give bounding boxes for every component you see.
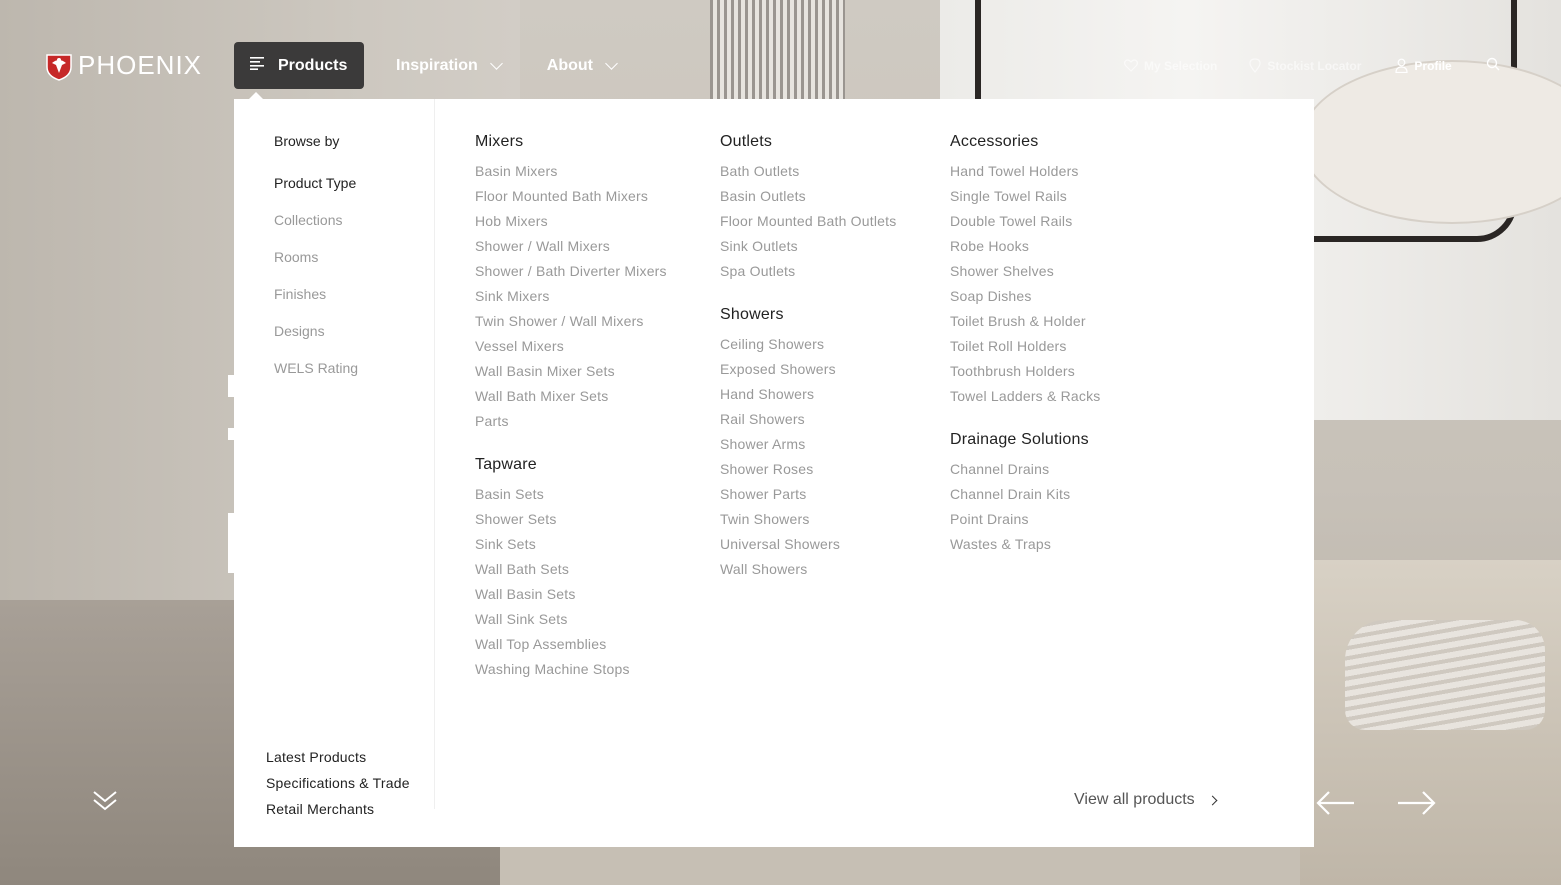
view-all-products-link[interactable] [1074,791,1216,809]
column-accessories-drainage [950,133,1101,561]
menu-link[interactable]: Toothbrush Holders [950,363,1075,379]
menu-link[interactable]: Sink Mixers [475,288,550,304]
products-mega-menu [234,99,1314,847]
category-outlets[interactable]: Outlets [720,133,773,150]
search-icon[interactable] [1486,57,1500,74]
heart-icon [1124,59,1138,72]
my-selection-link[interactable] [1124,59,1217,73]
menu-link[interactable]: Wall Basin Sets [475,586,576,602]
category-drainage-solutions[interactable]: Drainage Solutions [950,431,1089,448]
chevron-down-icon [605,57,618,70]
menu-link[interactable]: Sink Outlets [720,238,798,254]
menu-link[interactable]: Towel Ladders & Racks [950,388,1101,404]
menu-link[interactable]: Wall Bath Sets [475,561,570,577]
nav-products-label: Products [278,56,348,74]
browse-options [274,175,358,397]
menu-link[interactable]: Shower Roses [720,461,814,477]
view-all-products-label: View all products [1074,791,1195,808]
nav-inspiration[interactable] [396,57,501,75]
menu-link[interactable]: Bath Outlets [720,163,800,179]
menu-link[interactable]: Hob Mixers [475,213,548,229]
browse-rooms[interactable]: Rooms [274,249,319,265]
menu-link[interactable]: Wall Top Assemblies [475,636,607,652]
arrow-left-icon[interactable] [1316,790,1356,821]
menu-link[interactable]: Channel Drains [950,461,1050,477]
nav-about[interactable] [547,57,616,75]
category-showers[interactable]: Showers [720,306,784,323]
menu-link[interactable]: Ceiling Showers [720,336,825,352]
menu-link[interactable]: Single Towel Rails [950,188,1067,204]
menu-link[interactable]: Robe Hooks [950,238,1030,254]
phoenix-crest-icon [44,51,72,79]
menu-link[interactable]: Washing Machine Stops [475,661,630,677]
menu-link[interactable]: Hand Showers [720,386,815,402]
menu-link[interactable]: Channel Drain Kits [950,486,1071,502]
menu-link[interactable]: Basin Outlets [720,188,806,204]
menu-link[interactable]: Toilet Roll Holders [950,338,1067,354]
my-selection-label: My Selection [1144,58,1218,73]
brand-name: PHOENIX [78,49,203,80]
profile-label: Profile [1414,58,1452,73]
menu-link[interactable]: Shower Arms [720,436,806,452]
menu-link[interactable]: Sink Sets [475,536,536,552]
menu-link[interactable]: Basin Sets [475,486,544,502]
specifications-trade-link[interactable]: Specifications & Trade [266,775,410,791]
menu-lines-icon [250,57,264,75]
menu-link[interactable]: Wall Sink Sets [475,611,568,627]
main-nav [234,42,616,89]
menu-link[interactable]: Floor Mounted Bath Mixers [475,188,649,204]
menu-link[interactable]: Vessel Mixers [475,338,564,354]
menu-link[interactable]: Double Towel Rails [950,213,1073,229]
menu-link[interactable]: Wastes & Traps [950,536,1052,552]
arrow-right-icon[interactable] [1396,790,1436,821]
menu-link[interactable]: Twin Shower / Wall Mixers [475,313,644,329]
browse-designs[interactable]: Designs [274,323,325,339]
site-header [0,0,1561,100]
map-pin-icon [1249,58,1261,73]
stockist-locator-label: Stockist Locator [1267,58,1362,73]
menu-link[interactable]: Wall Bath Mixer Sets [475,388,609,404]
menu-link[interactable]: Hand Towel Holders [950,163,1079,179]
utility-nav [1124,57,1500,74]
category-mixers[interactable]: Mixers [475,133,524,150]
menu-link[interactable]: Exposed Showers [720,361,836,377]
menu-link[interactable]: Toilet Brush & Holder [950,313,1086,329]
sidebar-footer-links [266,749,410,827]
menu-link[interactable]: Universal Showers [720,536,841,552]
menu-link[interactable]: Shower Shelves [950,263,1054,279]
nav-products-button[interactable] [234,42,364,89]
nav-about-label: About [546,56,593,74]
user-icon [1395,58,1408,73]
browse-product-type[interactable]: Product Type [274,175,357,191]
browse-sidebar [234,99,435,817]
menu-link[interactable]: Point Drains [950,511,1029,527]
browse-wels-rating[interactable]: WELS Rating [274,360,359,376]
category-accessories[interactable]: Accessories [950,133,1039,150]
browse-finishes[interactable]: Finishes [274,286,327,302]
chevron-right-icon [1207,795,1217,805]
column-mixers-tapware [475,133,667,686]
menu-link[interactable]: Shower / Wall Mixers [475,238,610,254]
latest-products-link[interactable]: Latest Products [266,749,367,765]
menu-link[interactable]: Shower / Bath Diverter Mixers [475,263,667,279]
menu-link[interactable]: Shower Parts [720,486,807,502]
scroll-down-icon[interactable] [92,790,118,817]
menu-link[interactable]: Wall Basin Mixer Sets [475,363,615,379]
nav-inspiration-label: Inspiration [396,56,478,74]
chevron-down-icon [490,57,503,70]
category-tapware[interactable]: Tapware [475,456,537,473]
browse-collections[interactable]: Collections [274,212,343,228]
retail-merchants-link[interactable]: Retail Merchants [266,801,375,817]
menu-link[interactable]: Spa Outlets [720,263,796,279]
profile-link[interactable] [1395,58,1451,73]
menu-link[interactable]: Floor Mounted Bath Outlets [720,213,897,229]
browse-by-heading: Browse by [274,133,340,149]
menu-link[interactable]: Twin Showers [720,511,810,527]
stockist-locator-link[interactable] [1249,58,1361,73]
menu-link[interactable]: Soap Dishes [950,288,1032,304]
menu-link[interactable]: Shower Sets [475,511,557,527]
menu-link[interactable]: Basin Mixers [475,163,558,179]
menu-link[interactable]: Parts [475,413,509,429]
brand-logo[interactable] [44,49,202,81]
menu-link[interactable]: Wall Showers [720,561,808,577]
column-outlets-showers [720,133,896,586]
menu-link[interactable]: Rail Showers [720,411,805,427]
